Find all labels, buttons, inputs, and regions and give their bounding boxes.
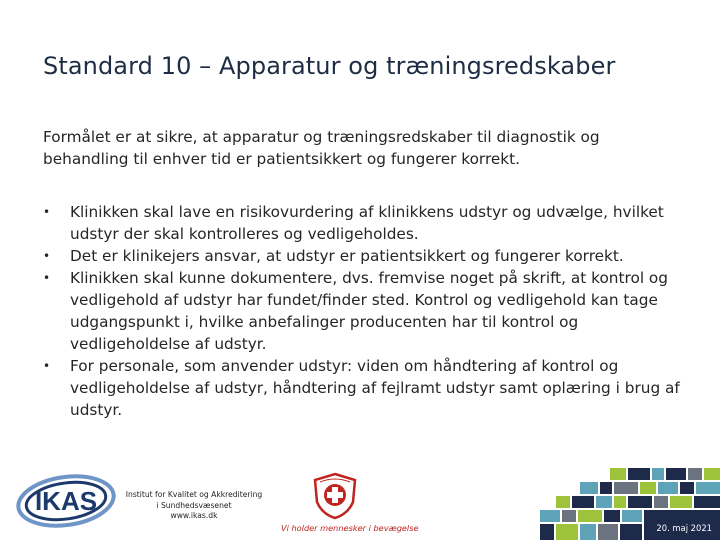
bullet-item [43, 201, 683, 245]
bullet-item [43, 355, 683, 421]
bullet-dot: • [43, 359, 51, 373]
institute-subline: i Sundhedsvæsenet [156, 500, 232, 510]
institute-website: www.ikas.dk [170, 511, 218, 520]
bullet-text: Det er klinikejers ansvar, at udstyr er patientsikkert og fungerer korrekt. [70, 247, 624, 265]
bullet-dot: • [43, 271, 51, 285]
slogan: Vi holder mennesker i bevægelse [281, 523, 419, 533]
ikas-logo-text: IKAS [34, 486, 98, 516]
bullet-text: Klinikken skal kunne dokumentere, dvs. fremvise noget på skrift, at kontrol og vedligehold af udstyr har fundet/finder sted. Kontrol og vedligehold kan tage udgangspunkt i, hvilke anbefalinger producenten har til kontrol og vedligeholdelse af udstyr. [70, 269, 668, 353]
bullet-item [43, 267, 683, 355]
bullet-dot: • [43, 249, 51, 263]
bullet-text: Klinikken skal lave en risikovurdering af klinikkens udstyr og udvælge, hvilket udstyr der skal kontrolleres og vedligeholdes. [70, 203, 664, 243]
institute-name: Institut for Kvalitet og Akkreditering [125, 490, 263, 499]
slide-date: 20. maj 2021 [656, 523, 712, 533]
association-emblem-icon [312, 472, 358, 520]
institute-block [114, 490, 274, 522]
intro-paragraph: Formålet er at sikre, at apparatur og træningsredskaber til diagnostik og behandling til enhver tid er patientsikkert og fungerer korrekt. [43, 128, 600, 168]
ikas-logo [14, 470, 118, 532]
slide-title: Standard 10 – Apparatur og træningsredskaber [43, 52, 616, 80]
bullet-list [43, 201, 683, 421]
bullet-item [43, 245, 683, 267]
bullet-dot: • [43, 205, 51, 219]
bullet-text: For personale, som anvender udstyr: viden om håndtering af kontrol og vedligeholdelse af udstyr, håndtering af fejlramt udstyr samt oplæring i brug af udstyr. [70, 357, 680, 419]
